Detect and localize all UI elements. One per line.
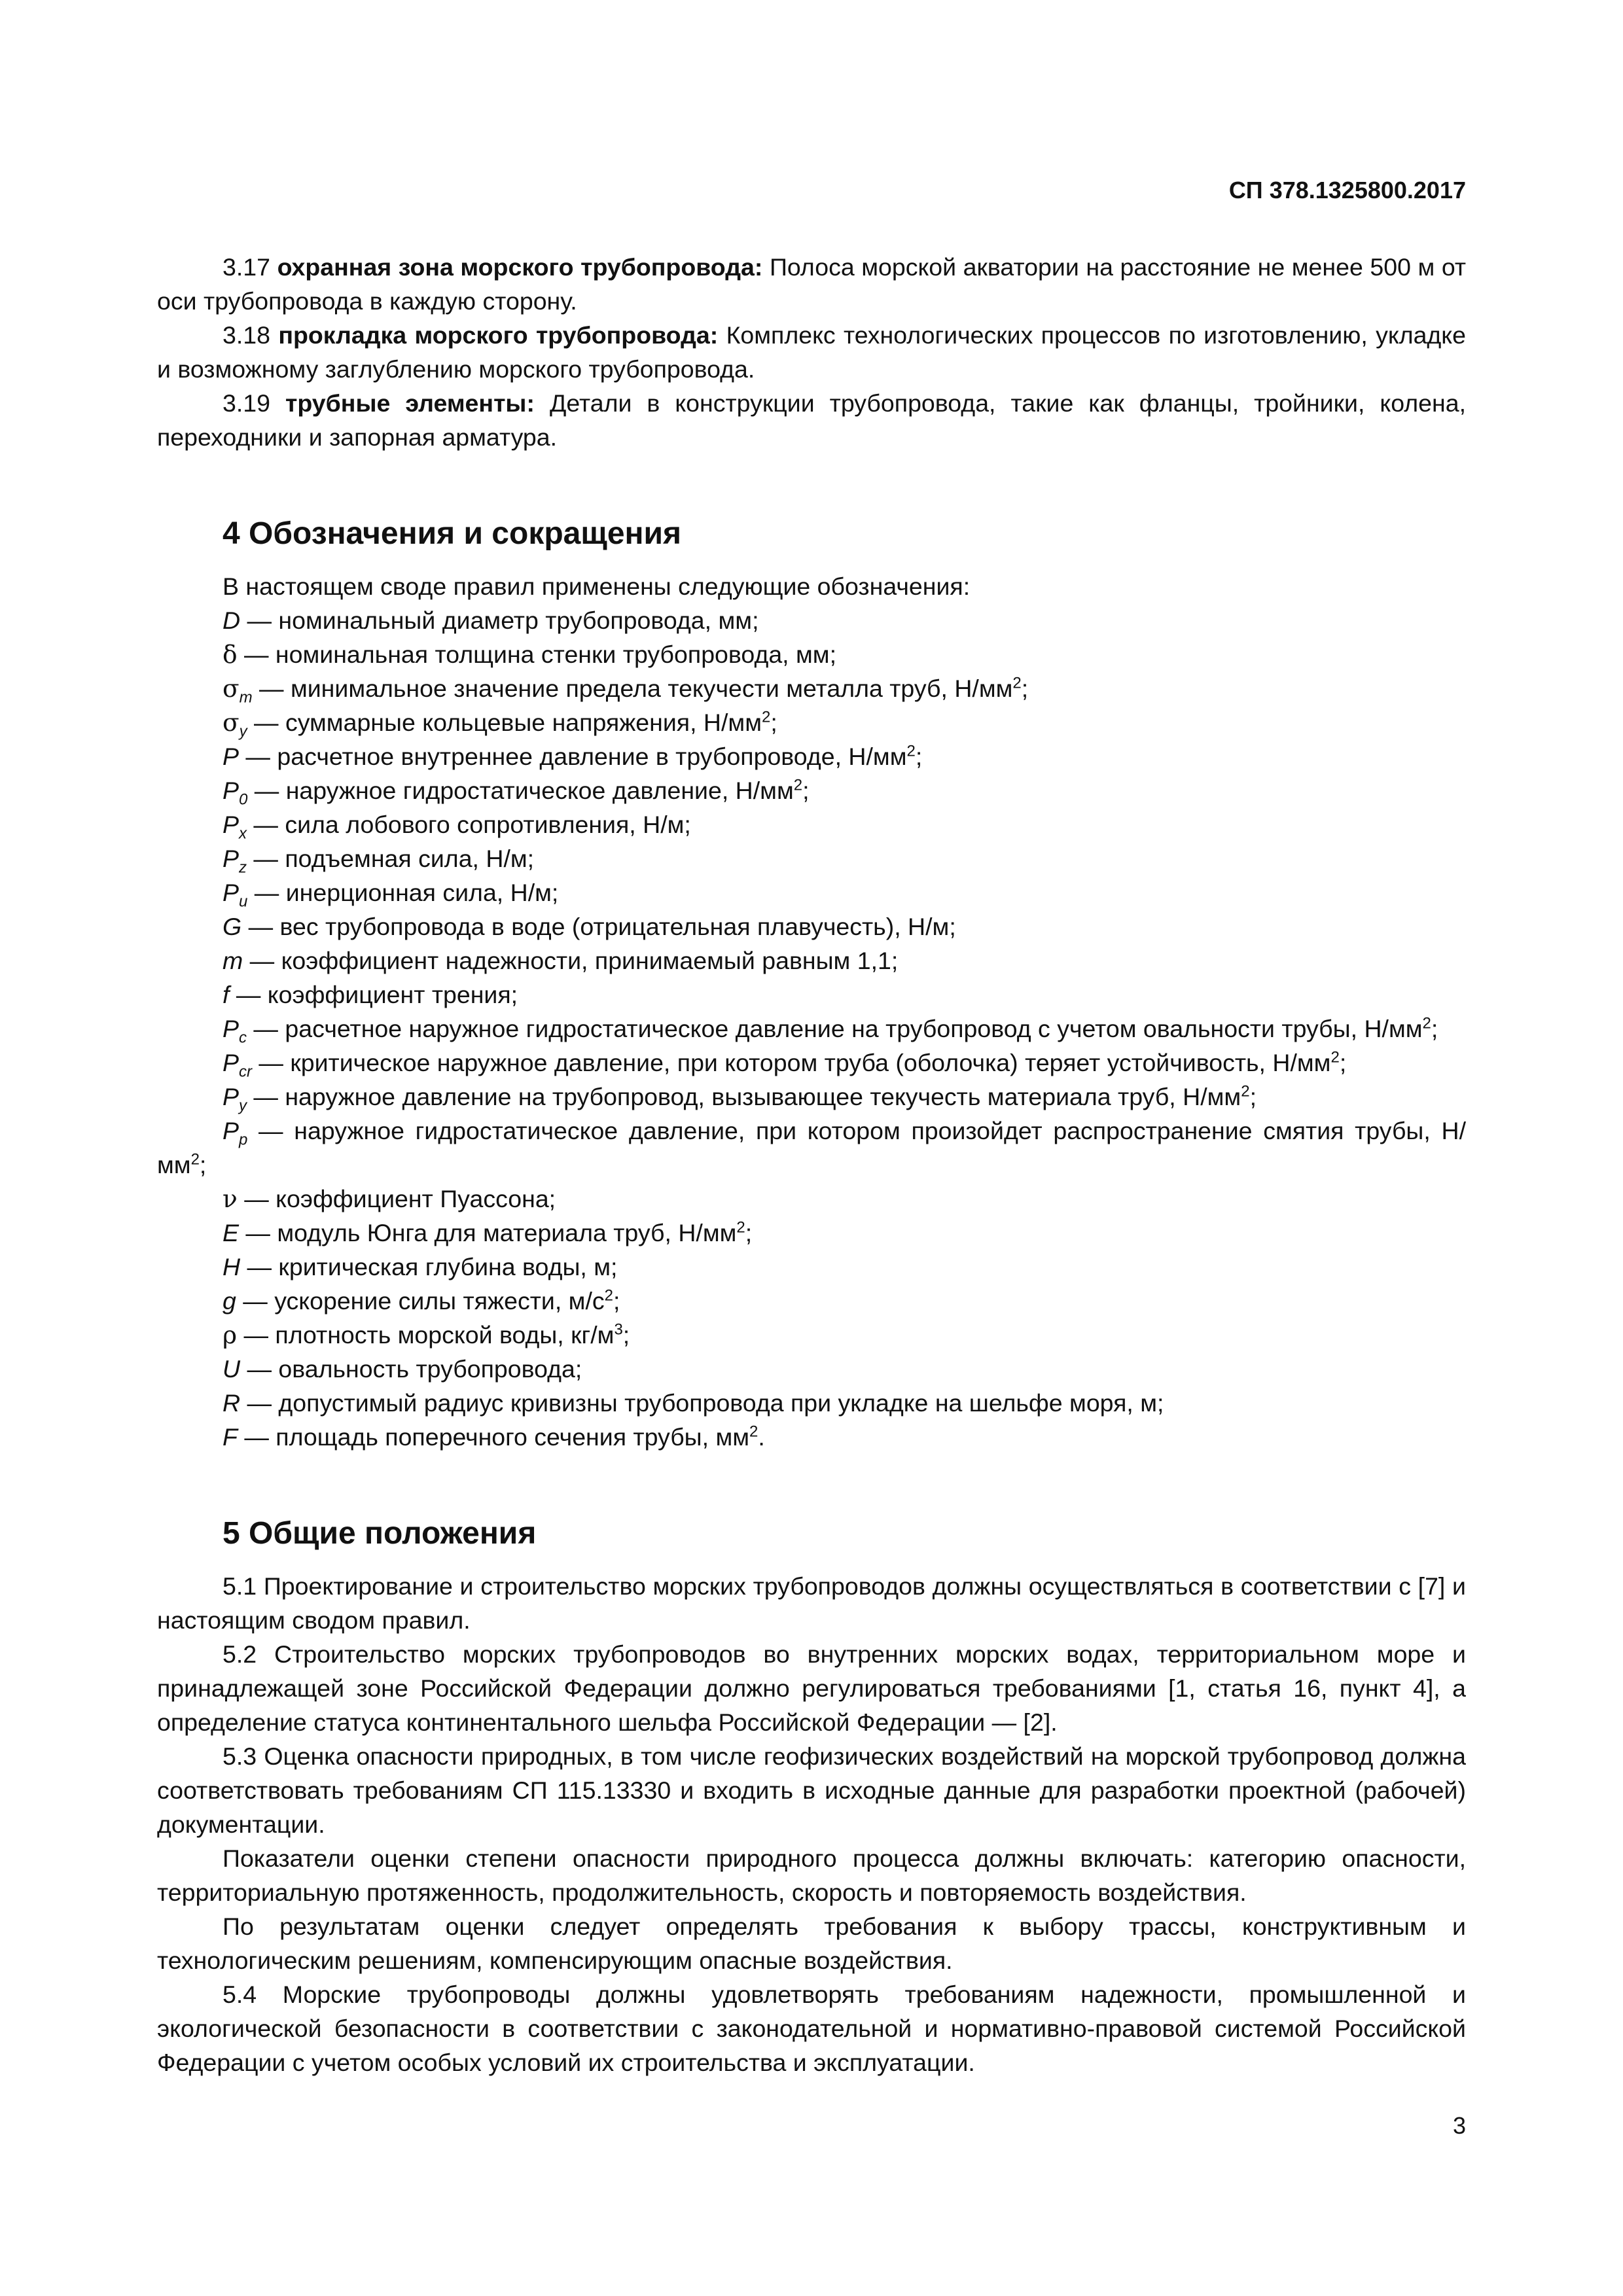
symbol-description: — коэффициент надежности, принимаемый равным 1,1; [243, 947, 899, 974]
unit-exponent: 2 [736, 1218, 745, 1237]
definitions-list [157, 250, 1466, 454]
symbol-description: — ускорение силы тяжести, м/с [236, 1287, 605, 1315]
symbol: H [223, 1253, 241, 1280]
symbol-description: — расчетное наружное гидростатическое давление на трубопровод с учетом овальности трубы, Н/мм [247, 1015, 1423, 1042]
document-code: СП 378.1325800.2017 [1228, 177, 1466, 203]
unit-exponent: 2 [1241, 1082, 1250, 1101]
symbol-description: — критическая глубина воды, м; [240, 1253, 618, 1280]
unit-exponent: 2 [190, 1150, 200, 1169]
line-end-punctuation: ; [1431, 1015, 1438, 1042]
unit-exponent: 2 [762, 708, 771, 726]
symbol-description: — номинальный диаметр трубопровода, мм; [240, 607, 759, 634]
symbol-subscript: z [239, 858, 247, 877]
symbol-definition [157, 1386, 1466, 1420]
paragraph-5-1: 5.1 Проектирование и строительство морских трубопроводов должны осуществляться в соответствии с [7] и настоящим сводом правил. [157, 1572, 1466, 1634]
symbol: P [223, 1049, 240, 1076]
symbol-list [157, 603, 1466, 1454]
symbol-definition [157, 807, 1466, 841]
definition-3-18 [157, 318, 1466, 386]
paragraph-5-3-indicators: Показатели оценки степени опасности природного процесса должны включать: категорию опасности, территориальную протяженность, продолжительность, скорость и повторяемость воздействия. [157, 1845, 1466, 1906]
line-end-punctuation: ; [622, 1321, 630, 1349]
symbol-definition [157, 773, 1466, 807]
symbol: P [223, 1015, 240, 1042]
symbol-description: — допустимый радиус кривизны трубопровода при укладке на шельфе моря, м; [240, 1389, 1164, 1417]
symbol-description: — коэффициент Пуассона; [237, 1185, 556, 1212]
definition-text: Полоса морской акватории на расстояние не менее 500 м от оси трубопровода в каждую сторону. [157, 253, 1467, 315]
unit-exponent: 2 [906, 742, 916, 760]
symbol-definition [157, 1114, 1466, 1182]
symbol-description: — суммарные кольцевые напряжения, Н/мм [247, 709, 762, 736]
symbol: m [223, 947, 243, 974]
symbol-description: — площадь поперечного сечения трубы, мм [237, 1423, 750, 1451]
line-end-punctuation: ; [1339, 1049, 1347, 1076]
symbol-definition [157, 910, 1466, 944]
unit-exponent: 2 [793, 776, 803, 794]
symbol: δ [223, 640, 238, 669]
symbol-description: — инерционная сила, Н/м; [247, 879, 559, 906]
symbol: P [223, 845, 240, 872]
symbol-definition [157, 1284, 1466, 1318]
symbol: P [223, 743, 240, 770]
symbol-description: — минимальное значение предела текучести металла труб, Н/мм [252, 675, 1013, 702]
symbol-description: — номинальная толщина стенки трубопровода, мм; [237, 641, 836, 668]
line-end-punctuation: ; [745, 1219, 753, 1246]
line-end-punctuation: ; [199, 1151, 207, 1178]
symbol: σ [223, 708, 240, 737]
symbol: f [223, 981, 230, 1008]
symbol-subscript: и [239, 892, 248, 911]
definition-number: 3.18 [223, 321, 270, 349]
line-end-punctuation: ; [613, 1287, 620, 1315]
definition-text: Детали в конструкции трубопровода, такие как фланцы, тройники, колена, переходники и запорная арматура. [157, 389, 1466, 451]
symbol-subscript: p [239, 1131, 248, 1149]
definition-number: 3.19 [223, 389, 270, 417]
line-end-punctuation: ; [1021, 675, 1029, 702]
line-end-punctuation: ; [770, 709, 777, 736]
definition-term: охранная зона морского трубопровода: [277, 253, 763, 281]
symbol-definition [157, 1352, 1466, 1386]
symbol-definition [157, 1080, 1466, 1114]
symbol-subscript: x [239, 824, 247, 843]
symbol: E [223, 1219, 240, 1246]
symbol: U [223, 1355, 241, 1383]
symbol-description: — вес трубопровода в воде (отрицательная плавучесть), Н/м; [241, 913, 956, 940]
symbol-definition [157, 1250, 1466, 1284]
symbol: ν [223, 1184, 238, 1213]
definition-text: Комплекс технологических процессов по изготовлению, укладке и возможному заглублению морского трубопровода. [157, 321, 1466, 383]
page-number: 3 [1452, 2112, 1466, 2139]
unit-exponent: 2 [1422, 1014, 1431, 1033]
unit-exponent: 2 [749, 1422, 758, 1441]
symbol-definition [157, 637, 1466, 671]
symbol-subscript: т [239, 688, 253, 707]
line-end-punctuation: ; [915, 743, 923, 770]
symbol-description: — сила лобового сопротивления, Н/м; [247, 811, 691, 838]
symbol: G [223, 913, 242, 940]
symbol: ρ [223, 1320, 238, 1349]
symbol-description: — плотность морской воды, кг/м [237, 1321, 615, 1349]
symbol-definition [157, 841, 1466, 875]
unit-exponent: 2 [604, 1286, 613, 1305]
symbol-definition [157, 1318, 1466, 1352]
symbol-subscript: y [239, 1097, 247, 1115]
section-5-heading: 5 Общие положения [223, 1516, 537, 1551]
symbol-definition [157, 603, 1466, 637]
symbol-subscript: 0 [239, 790, 248, 809]
symbol-definition [157, 739, 1466, 773]
symbol-definition [157, 1182, 1466, 1216]
symbol-definition [157, 875, 1466, 910]
symbol: F [223, 1423, 238, 1451]
symbol: σ [223, 674, 240, 703]
definition-number: 3.17 [223, 253, 270, 281]
definition-term: трубные элементы: [285, 389, 535, 417]
paragraph-5-4: 5.4 Морские трубопроводы должны удовлетворять требованиям надежности, промышленной и экологической безопасности в соответствии с законодательной и нормативно-правовой системой Российской Федерации с учетом особых условий их строительства и эксплуатации. [157, 1981, 1466, 2076]
symbol: P [223, 777, 240, 804]
symbol-definition [157, 705, 1466, 739]
definition-term: прокладка морского трубопровода: [278, 321, 719, 349]
paragraph-5-3-results: По результатам оценки следует определять требования к выбору трассы, конструктивным и технологическим решениям, компенсирующим опасные воздействия. [157, 1913, 1466, 1974]
symbol: P [223, 879, 240, 906]
symbol: g [223, 1287, 236, 1315]
symbol-description: — подъемная сила, Н/м; [247, 845, 535, 872]
section-5-body [157, 1569, 1466, 2079]
symbol-definition [157, 1046, 1466, 1080]
symbol-description: — коэффициент трения; [229, 981, 518, 1008]
unit-exponent: 2 [1330, 1048, 1340, 1067]
page-content [157, 250, 1466, 2079]
symbol: P [223, 1083, 240, 1110]
symbol: P [223, 811, 240, 838]
symbol-definition [157, 1420, 1466, 1454]
symbol-description: — критическое наружное давление, при котором труба (оболочка) теряет устойчивость, Н/мм [252, 1049, 1331, 1076]
definition-3-19 [157, 386, 1466, 454]
symbol-definition [157, 1012, 1466, 1046]
symbol-subscript: y [239, 722, 247, 741]
section-4-heading: 4 Обозначения и сокращения [223, 516, 682, 551]
section-4-intro: В настоящем своде правил применены следующие обозначения: [223, 573, 971, 600]
symbol-definition [157, 671, 1466, 705]
symbol-subscript: cr [239, 1063, 253, 1081]
symbol: D [223, 607, 241, 634]
symbol: P [223, 1117, 240, 1144]
paragraph-5-3: 5.3 Оценка опасности природных, в том числе геофизических воздействий на морской трубопровод должна соответствовать требованиям СП 115.13330 и входить в исходные данные для разработки проектной (рабочей) документации. [157, 1742, 1466, 1838]
paragraph-5-2: 5.2 Строительство морских трубопроводов во внутренних морских водах, территориальном море и принадлежащей зоне Российской Федерации должно регулироваться требованиями [1, статья 16, пункт 4], а определение статуса континентального шельфа Российской Федерации — [2]. [157, 1640, 1466, 1736]
unit-exponent: 2 [1012, 674, 1022, 692]
symbol-definition [157, 978, 1466, 1012]
symbol-description: — овальность трубопровода; [240, 1355, 582, 1383]
symbol-description: — наружное давление на трубопровод, вызывающее текучесть материала труб, Н/мм [247, 1083, 1241, 1110]
symbol-subscript: c [239, 1029, 247, 1047]
symbol: R [223, 1389, 241, 1417]
line-end-punctuation: . [758, 1423, 765, 1451]
line-end-punctuation: ; [802, 777, 810, 804]
symbol-description: — наружное гидростатическое давление, Н/мм [247, 777, 794, 804]
symbol-description: — наружное гидростатическое давление, при котором произойдет распространение смятия трубы, Н/мм [157, 1117, 1466, 1178]
symbol-definition [157, 944, 1466, 978]
line-end-punctuation: ; [1249, 1083, 1257, 1110]
symbol-description: — модуль Юнга для материала труб, Н/мм [239, 1219, 737, 1246]
unit-exponent: 3 [614, 1320, 623, 1339]
definition-3-17 [157, 250, 1466, 318]
symbol-description: — расчетное внутреннее давление в трубопроводе, Н/мм [239, 743, 907, 770]
symbol-definition [157, 1216, 1466, 1250]
